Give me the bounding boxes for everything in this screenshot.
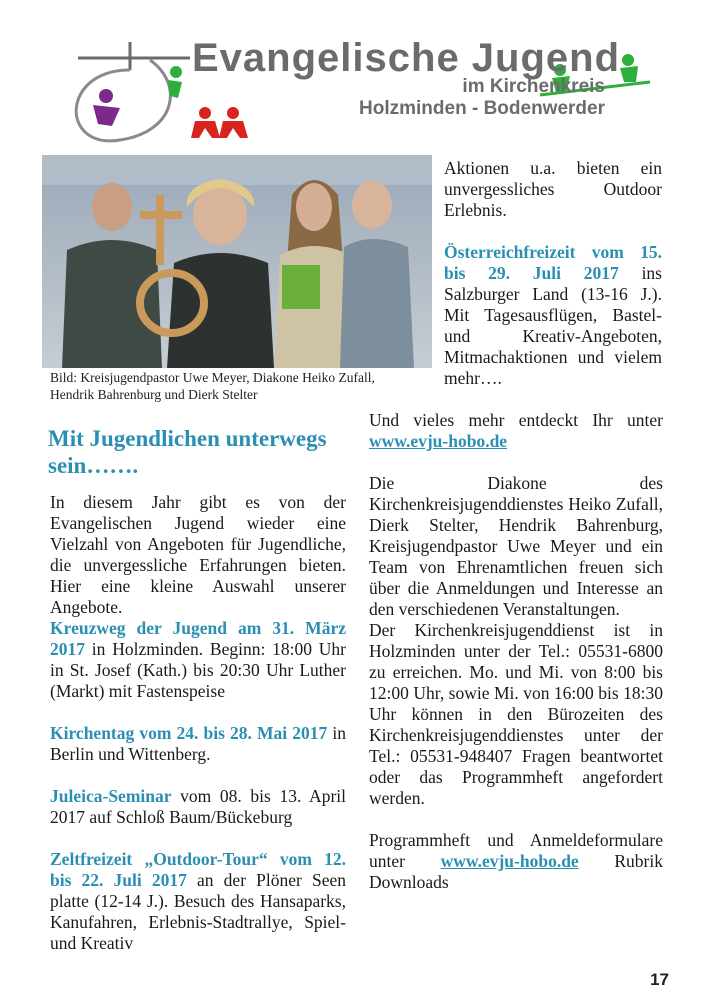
program-tail: Rubrik Downloads [369, 851, 663, 892]
green-climber-icon [168, 66, 182, 98]
event-kirchentag [50, 723, 346, 765]
group-photo [42, 155, 432, 368]
book [282, 265, 320, 309]
event-juleica-text: vom 08. bis 13. April 2017 auf Schloß Baum/Bückeburg [50, 786, 346, 827]
more-text: Und vieles mehr entdeckt Ihr unter [369, 410, 663, 430]
right-top-intro: Aktionen u.a. bieten ein unvergessliches Outdoor Erlebnis. [444, 158, 662, 220]
event-kirchentag-title: Kirchentag vom 24. bis 28. Mai 2017 [50, 723, 328, 743]
event-zeltfreizeit [50, 849, 346, 954]
article-heading: Mit Jugendlichen unterwegs sein……. [48, 426, 327, 478]
program-paragraph [369, 830, 663, 893]
program-text: Programmheft und Anmeldeformulare unter [369, 830, 663, 871]
event-kreuzweg [50, 618, 346, 702]
page-number: 17 [650, 970, 669, 989]
right-column [369, 410, 663, 893]
right-top-block [444, 158, 662, 389]
purple-figure-icon [93, 89, 120, 126]
org-title: Evangelische Jugend [192, 36, 621, 80]
header [0, 0, 709, 150]
red-figures-icon [191, 107, 248, 138]
event-kreuzweg-title: Kreuzweg der Jugend am 31. März 2017 [50, 618, 346, 659]
event-kirchentag-text: in Berlin und Wittenberg. [50, 723, 346, 764]
austria-trip-title: Österreichfreizeit vom 15. bis 29. Juli 2017 [444, 242, 662, 283]
event-juleica-title: Juleica-Seminar [50, 786, 172, 806]
event-zeltfreizeit-title: Zeltfreizeit „Outdoor-Tour“ vom 12. bis 22. Juli 2017 [50, 849, 346, 890]
contact-paragraph: Der Kirchenkreisjugenddienst ist in Holzminden unter der Tel.: 05531-6800 zu erreichen. Mo. und Mi. von 8:00 bis 12:00 Uhr, sowie Mi. von 16:00 bis 18:30 Uhr können in den Bürozeiten des Kirchenkreisjugenddienstes unter der Tel.: 05531-948407 Fragen beantwortet oder das Programmheft angefordert werden. [369, 620, 663, 808]
deacons-paragraph: Die Diakone des Kirchenkreisjugenddienstes Heiko Zufall, Dierk Stelter, Hendrik Bahrenburg, Kreisjugendpastor Uwe Meyer und ein Team von Ehrenamtlichen freuen sich über die Anmeldungen und Interesse an den verschiedenen Veranstaltungen. [369, 473, 663, 619]
program-link[interactable]: www.evju-hobo.de [440, 851, 579, 871]
logo-loop [76, 60, 170, 141]
austria-trip-text: ins Salzburger Land (13-16 J.). Mit Tagesausflügen, Bastel- und Kreativ-Angeboten, Mitmachaktionen und vielem mehr…. [444, 263, 662, 388]
website-link[interactable]: www.evju-hobo.de [369, 431, 508, 451]
event-juleica [50, 786, 346, 828]
left-column [50, 492, 346, 954]
org-subtitle-line2: Holzminden - Bodenwerder [359, 98, 605, 119]
event-zeltfreizeit-text: an der Plöner Seen platte (12-14 J.). Besuch des Hansaparks, Kanufahren, Erlebnis-Stadtrallye, Spiel- und Kreativ [50, 870, 346, 953]
event-kreuzweg-text: in Holzminden. Beginn: 18:00 Uhr in St. Josef (Kath.) bis 20:30 Uhr Luther (Markt) mit Fastenspeise [50, 639, 346, 701]
austria-trip-paragraph [444, 242, 662, 389]
article-intro: In diesem Jahr gibt es von der Evangelischen Jugend wieder eine Vielzahl von Angeboten für Jugendliche, die unvergessliche Erfahrungen bieten. Hier eine kleine Auswahl unserer Angebote. [50, 492, 346, 617]
photo-illustration [42, 155, 432, 368]
more-paragraph [369, 410, 663, 452]
photo-caption: Bild: Kreisjugendpastor Uwe Meyer, Diakone Heiko Zufall, Hendrik Bahrenburg und Dierk Stelter [50, 370, 375, 402]
org-subtitle-line1: im Kirchenkreis [462, 76, 605, 97]
